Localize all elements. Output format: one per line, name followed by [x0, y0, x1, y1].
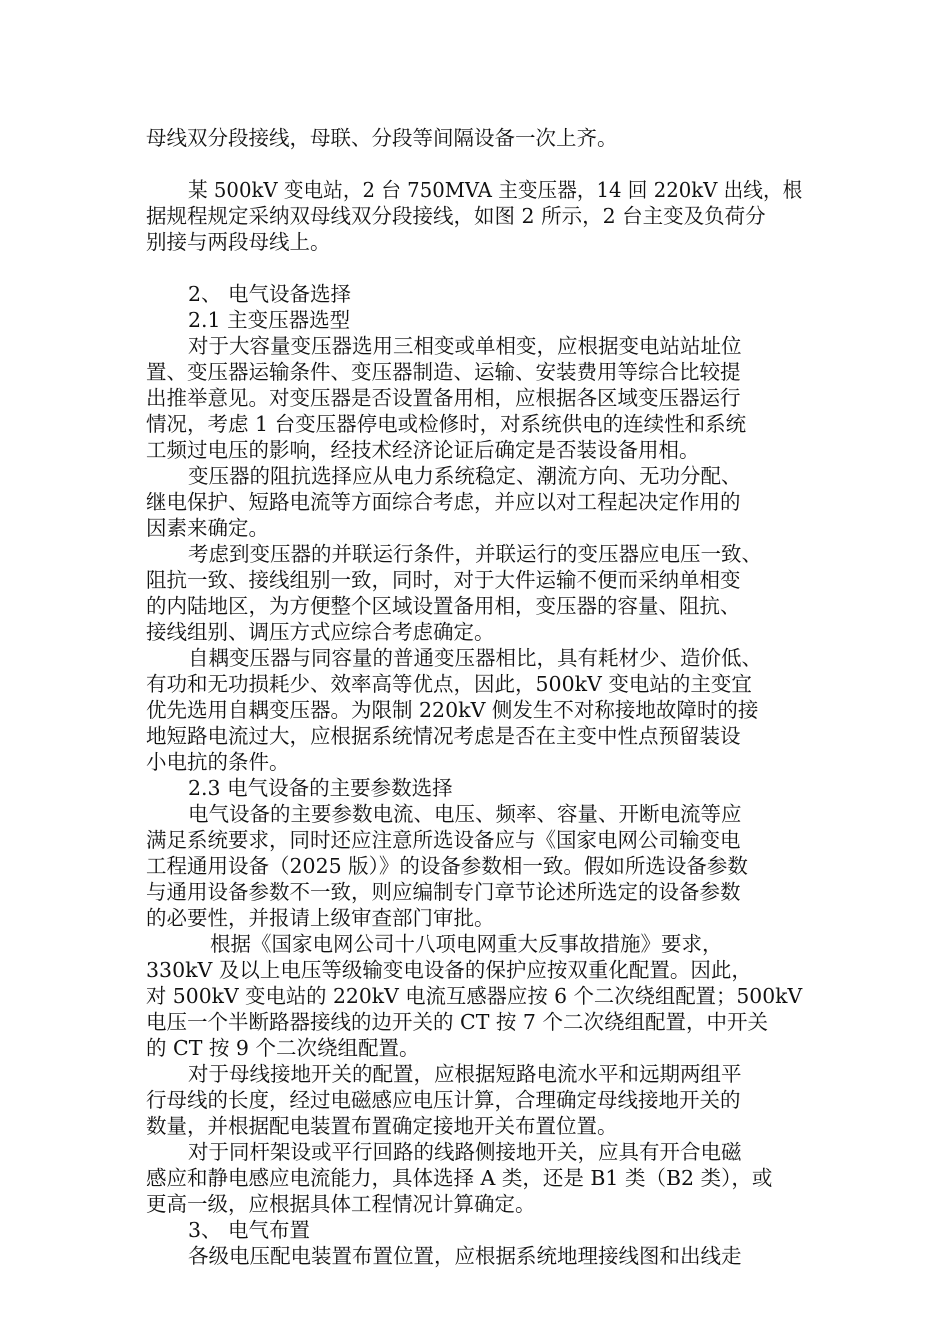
text-line: 与通用设备参数不一致，则应编制专门章节论述所选定的设备参数 — [146, 880, 741, 904]
text-line: 置、变压器运输条件、变压器制造、运输、安装费用等综合比较提 — [146, 360, 741, 384]
text-line: 小电抗的条件。 — [146, 750, 290, 774]
text-line: 的 CT 按 9 个二次绕组配置。 — [146, 1036, 420, 1060]
subsection-heading: 2.1 主变压器选型 — [188, 308, 351, 332]
text-line: 某 500kV 变电站，2 台 750MVA 主变压器，14 回 220kV 出线，根 — [188, 178, 803, 202]
text-line: 对于母线接地开关的配置，应根据短路电流水平和远期两组平 — [188, 1062, 742, 1086]
text-line: 电压一个半断路器接线的边开关的 CT 按 7 个二次绕组配置，中开关 — [146, 1010, 768, 1034]
text-line: 根据《国家电网公司十八项电网重大反事故措施》要求， — [210, 932, 723, 956]
text-line: 330kV 及以上电压等级输变电设备的保护应按双重化配置。因此， — [146, 958, 752, 982]
text-line: 的内陆地区，为方便整个区域设置备用相，变压器的容量、阻抗、 — [146, 594, 741, 618]
text-line: 接线组别、调压方式应综合考虑确定。 — [146, 620, 495, 644]
text-line: 有功和无功损耗少、效率高等优点，因此，500kV 变电站的主变宜 — [146, 672, 752, 696]
text-line: 工频过电压的影响，经技术经济论证后确定是否装设备用相。 — [146, 438, 700, 462]
text-line: 出推举意见。对变压器是否设置备用相，应根据各区域变压器运行 — [146, 386, 741, 410]
text-line: 地短路电流过大，应根据系统情况考虑是否在主变中性点预留装设 — [146, 724, 741, 748]
text-line: 满足系统要求，同时还应注意所选设备应与《国家电网公司输变电 — [146, 828, 741, 852]
text-line: 各级电压配电装置布置位置，应根据系统地理接线图和出线走 — [188, 1244, 742, 1268]
text-line: 阻抗一致、接线组别一致，同时，对于大件运输不便而采纳单相变 — [146, 568, 741, 592]
text-line: 优先选用自耦变压器。为限制 220kV 侧发生不对称接地故障时的接 — [146, 698, 759, 722]
section-heading: 2、 电气设备选择 — [188, 282, 352, 306]
text-line: 电气设备的主要参数电流、电压、频率、容量、开断电流等应 — [188, 802, 742, 826]
text-line: 对 500kV 变电站的 220kV 电流互感器应按 6 个二次绕组配置；500kV — [146, 984, 803, 1008]
text-line: 变压器的阻抗选择应从电力系统稳定、潮流方向、无功分配、 — [188, 464, 742, 488]
text-line: 行母线的长度，经过电磁感应电压计算，合理确定母线接地开关的 — [146, 1088, 741, 1112]
text-line: 考虑到变压器的并联运行条件，并联运行的变压器应电压一致、 — [188, 542, 762, 566]
text-line: 对于同杆架设或平行回路的线路侧接地开关，应具有开合电磁 — [188, 1140, 742, 1164]
text-line: 据规程规定采纳双母线双分段接线，如图 2 所示，2 台主变及负荷分 — [146, 204, 766, 228]
text-line: 感应和静电感应电流能力，具体选择 A 类，还是 B1 类（B2 类），或 — [146, 1166, 773, 1190]
text-line: 母线双分段接线，母联、分段等间隔设备一次上齐。 — [146, 126, 618, 150]
text-line: 更高一级，应根据具体工程情况计算确定。 — [146, 1192, 536, 1216]
text-line: 自耦变压器与同容量的普通变压器相比，具有耗材少、造价低、 — [188, 646, 762, 670]
text-line: 对于大容量变压器选用三相变或单相变，应根据变电站站址位 — [188, 334, 742, 358]
text-line: 情况，考虑 1 台变压器停电或检修时，对系统供电的连续性和系统 — [146, 412, 747, 436]
section-heading: 3、 电气布置 — [188, 1218, 311, 1242]
text-line: 因素来确定。 — [146, 516, 269, 540]
text-line: 别接与两段母线上。 — [146, 230, 331, 254]
subsection-heading: 2.3 电气设备的主要参数选择 — [188, 776, 453, 800]
text-line: 继电保护、短路电流等方面综合考虑，并应以对工程起决定作用的 — [146, 490, 741, 514]
text-line: 工程通用设备（2025 版）》的设备参数相一致。假如所选设备参数 — [146, 854, 748, 878]
text-line: 的必要性，并报请上级审查部门审批。 — [146, 906, 495, 930]
text-line: 数量，并根据配电装置布置确定接地开关布置位置。 — [146, 1114, 618, 1138]
